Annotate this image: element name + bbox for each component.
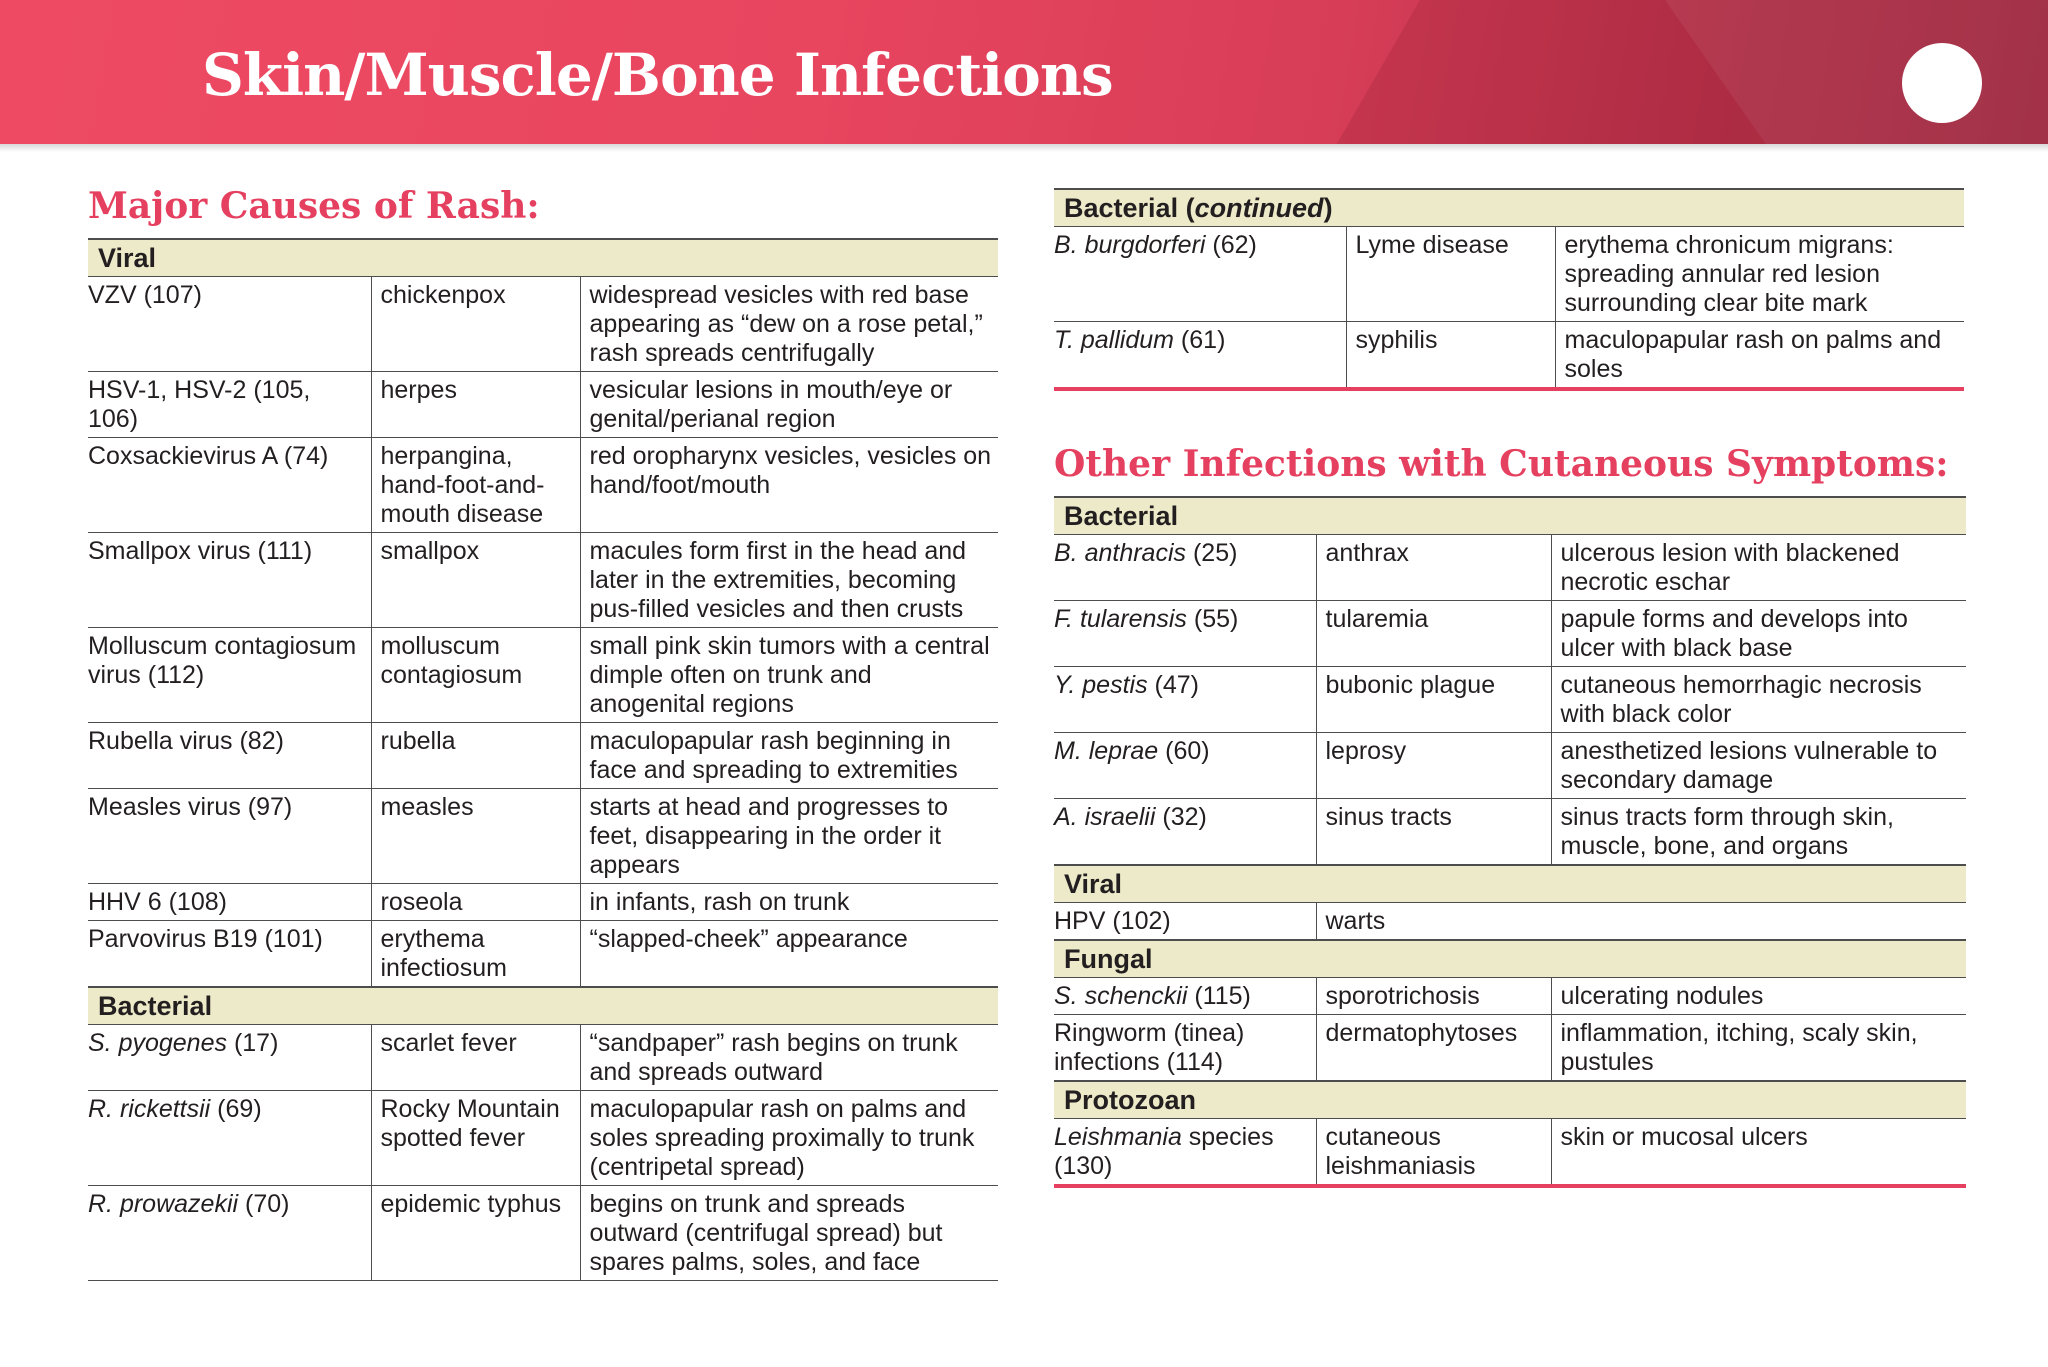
other-infections-table (1054, 496, 1966, 1188)
organism-name: S. pyogenes (88, 1029, 227, 1057)
table-row (1054, 1015, 1966, 1082)
table-row (88, 884, 998, 921)
disease-cell: scarlet fever (371, 1025, 580, 1091)
table-row (1054, 601, 1966, 667)
disease-cell: bubonic plague (1316, 667, 1551, 733)
group-header-bacterial (1054, 497, 1966, 535)
chapter-number: (130) (1054, 1152, 1113, 1180)
organism-name: B. anthracis (1054, 539, 1187, 567)
disease-cell: chickenpox (371, 277, 580, 372)
chapter-number: (112) (140, 661, 205, 689)
table-row (88, 723, 998, 789)
organism-name: VZV (88, 281, 137, 309)
organism-cell (88, 438, 371, 533)
disease-cell: rubella (371, 723, 580, 789)
organism-cell (1054, 667, 1316, 733)
description-cell: maculopapular rash on palms and soles (1555, 322, 1964, 390)
chapter-number: (82) (232, 727, 284, 755)
description-cell: macules form first in the head and later in the extremities, becoming pus-filled vesicles and then crusts (580, 533, 998, 628)
table-row (88, 628, 998, 723)
organism-name: R. prowazekii (88, 1190, 239, 1218)
chapter-number: (55) (1186, 605, 1239, 633)
table-row (88, 372, 998, 438)
group-header-label (1054, 189, 1964, 227)
chapter-number: (107) (136, 281, 202, 309)
group-header-label: Viral (88, 239, 998, 277)
chapter-number: (74) (276, 442, 329, 470)
description-cell: erythema chronicum migrans: spreading annular red lesion surrounding clear bite mark (1555, 227, 1964, 322)
disease-cell: herpes (371, 372, 580, 438)
description-cell: ulcerating nodules (1551, 978, 1966, 1015)
description-cell: widespread vesicles with red base appearing as “dew on a rose petal,” rash spreads centrifugally (580, 277, 998, 372)
organism-cell (1054, 903, 1316, 941)
table-row (1054, 733, 1966, 799)
organism-name: Smallpox virus (88, 537, 251, 565)
disease-cell: leprosy (1316, 733, 1551, 799)
chapter-number: (101) (257, 925, 323, 953)
table-row (88, 533, 998, 628)
organism-cell (88, 789, 371, 884)
disease-cell: Rocky Mountain spotted fever (371, 1091, 580, 1186)
description-cell: “sandpaper” rash begins on trunk and spreads outward (580, 1025, 998, 1091)
disease-cell: measles (371, 789, 580, 884)
table-row (1054, 978, 1966, 1015)
description-cell: in infants, rash on trunk (580, 884, 998, 921)
disease-cell: syphilis (1346, 322, 1555, 390)
description-cell: skin or mucosal ulcers (1551, 1119, 1966, 1187)
organism-cell (1054, 978, 1316, 1015)
table-row (88, 1091, 998, 1186)
page-tab-circle (1902, 43, 1982, 123)
organism-name: Parvovirus B19 (88, 925, 258, 953)
page-title: Skin/Muscle/Bone Infections (202, 41, 1113, 109)
chapter-number: (61) (1173, 326, 1226, 354)
disease-cell: molluscum contagiosum (371, 628, 580, 723)
organism-cell (88, 1186, 371, 1281)
group-header-label: Bacterial (88, 987, 998, 1025)
header-prefix: Bacterial ( (1064, 193, 1195, 223)
organism-cell (88, 277, 371, 372)
chapter-number: (47) (1147, 671, 1199, 699)
header-banner (0, 0, 2048, 144)
group-header-protozoan (1054, 1081, 1966, 1119)
disease-cell: cutaneous leishmaniasis (1316, 1119, 1551, 1187)
group-header-fungal (1054, 940, 1966, 978)
organism-name: Y. pestis (1054, 671, 1148, 699)
banner-shadow (0, 144, 2048, 152)
table-row (1054, 1119, 1966, 1187)
organism-name: F. tularensis (1054, 605, 1187, 633)
organism-name: Ringworm (tinea) infections (1054, 1019, 1245, 1076)
group-header-label: Bacterial (1054, 497, 1966, 535)
disease-cell: tularemia (1316, 601, 1551, 667)
disease-cell: sporotrichosis (1316, 978, 1551, 1015)
chapter-number: (25) (1186, 539, 1238, 567)
organism-cell (88, 884, 371, 921)
chapter-number: (105, 106) (88, 376, 311, 433)
table-row (88, 921, 998, 988)
group-header-bacterial (88, 987, 998, 1025)
organism-cell (88, 1091, 371, 1186)
chapter-number: (108) (161, 888, 227, 916)
disease-cell: roseola (371, 884, 580, 921)
organism-cell (88, 372, 371, 438)
group-header-label: Protozoan (1054, 1081, 1966, 1119)
organism-cell (88, 723, 371, 789)
table-row (1054, 667, 1966, 733)
description-cell: begins on trunk and spreads outward (centrifugal spread) but spares palms, soles, and face (580, 1186, 998, 1281)
organism-name: S. schenckii (1054, 982, 1188, 1010)
description-cell: starts at head and progresses to feet, disappearing in the order it appears (580, 789, 998, 884)
organism-cell (1054, 799, 1316, 866)
chapter-number: (102) (1105, 907, 1171, 935)
disease-cell: erythema infectiosum (371, 921, 580, 988)
group-header-label: Fungal (1054, 940, 1966, 978)
rash-table (88, 238, 998, 1281)
organism-name: HSV-1, HSV-2 (88, 376, 247, 404)
table-row (88, 277, 998, 372)
disease-cell: warts (1316, 903, 1966, 941)
organism-cell (88, 628, 371, 723)
description-cell: cutaneous hemorrhagic necrosis with black color (1551, 667, 1966, 733)
description-cell: ulcerous lesion with blackened necrotic eschar (1551, 535, 1966, 601)
group-header-viral (1054, 865, 1966, 903)
organism-name: Molluscum contagiosum virus (88, 632, 357, 689)
organism-cell (88, 533, 371, 628)
chapter-number: (17) (227, 1029, 279, 1057)
disease-cell: anthrax (1316, 535, 1551, 601)
organism-cell (1054, 1119, 1316, 1187)
organism-name: HPV (1054, 907, 1106, 935)
chapter-number: (111) (250, 537, 313, 565)
organism-name-rest: species (1181, 1123, 1274, 1151)
header-italic: continued (1194, 193, 1324, 223)
description-cell: vesicular lesions in mouth/eye or genital/perianal region (580, 372, 998, 438)
group-header-bacterial-continued (1054, 189, 1964, 227)
disease-cell: herpangina, hand-foot-and-mouth disease (371, 438, 580, 533)
organism-cell (1054, 535, 1316, 601)
organism-name: M. leprae (1054, 737, 1159, 765)
description-cell: maculopapular rash beginning in face and spreading to extremities (580, 723, 998, 789)
disease-cell: dermatophytoses (1316, 1015, 1551, 1082)
table-row (1054, 322, 1964, 390)
description-cell: maculopapular rash on palms and soles spreading proximally to trunk (centripetal spread) (580, 1091, 998, 1186)
disease-cell: sinus tracts (1316, 799, 1551, 866)
organism-name: Leishmania (1054, 1123, 1182, 1151)
chapter-number: (60) (1158, 737, 1210, 765)
description-cell: anesthetized lesions vulnerable to secondary damage (1551, 733, 1966, 799)
organism-name: A. israelii (1054, 803, 1156, 831)
chapter-number: (114) (1159, 1048, 1224, 1076)
chapter-number: (62) (1205, 231, 1257, 259)
description-cell: inflammation, itching, scaly skin, pustules (1551, 1015, 1966, 1082)
organism-name: Coxsackievirus A (88, 442, 277, 470)
disease-cell: smallpox (371, 533, 580, 628)
table-row (1054, 903, 1966, 941)
organism-name: Measles virus (88, 793, 241, 821)
organism-cell (88, 921, 371, 988)
description-cell: small pink skin tumors with a central dimple often on trunk and anogenital regions (580, 628, 998, 723)
chapter-number: (115) (1187, 982, 1251, 1010)
organism-cell (1054, 1015, 1316, 1082)
header-suffix: ) (1323, 193, 1333, 223)
organism-cell (1054, 322, 1346, 390)
description-cell: red oropharynx vesicles, vesicles on hand/foot/mouth (580, 438, 998, 533)
rash-section-title: Major Causes of Rash: (88, 185, 540, 227)
table-row (1054, 799, 1966, 866)
description-cell: sinus tracts form through skin, muscle, bone, and organs (1551, 799, 1966, 866)
organism-cell (1054, 733, 1316, 799)
table-row (1054, 535, 1966, 601)
organism-cell (88, 1025, 371, 1091)
chapter-number: (97) (240, 793, 293, 821)
table-row (88, 789, 998, 884)
table-row (88, 1186, 998, 1281)
table-row (88, 1025, 998, 1091)
group-header-label: Viral (1054, 865, 1966, 903)
chapter-number: (70) (238, 1190, 290, 1218)
organism-cell (1054, 227, 1346, 322)
bacterial-continued-table (1054, 188, 1964, 391)
description-cell: papule forms and develops into ulcer with black base (1551, 601, 1966, 667)
disease-cell: epidemic typhus (371, 1186, 580, 1281)
chapter-number: (32) (1155, 803, 1207, 831)
organism-name: Rubella virus (88, 727, 233, 755)
organism-name: B. burgdorferi (1054, 231, 1206, 259)
group-header-viral (88, 239, 998, 277)
chapter-number: (69) (210, 1095, 262, 1123)
organism-name: T. pallidum (1054, 326, 1174, 354)
table-row (88, 438, 998, 533)
organism-name: R. rickettsii (88, 1095, 211, 1123)
disease-cell: Lyme disease (1346, 227, 1555, 322)
description-cell: “slapped-cheek” appearance (580, 921, 998, 988)
table-row (1054, 227, 1964, 322)
other-infections-title: Other Infections with Cutaneous Symptoms: (1054, 443, 1949, 485)
organism-name: HHV 6 (88, 888, 162, 916)
organism-cell (1054, 601, 1316, 667)
